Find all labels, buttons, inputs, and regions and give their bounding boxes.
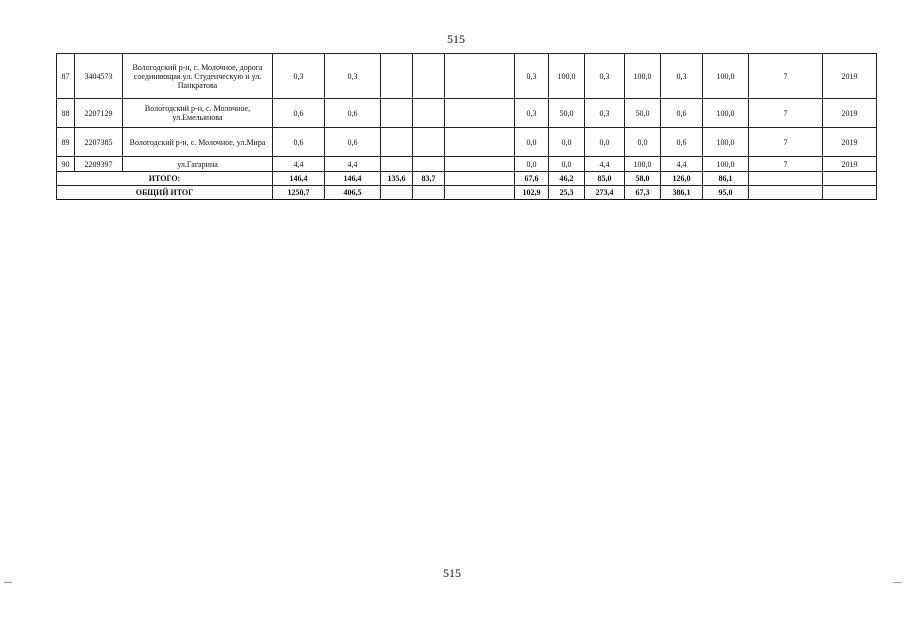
cell: 0,3 xyxy=(273,54,325,99)
cell: 4,4 xyxy=(585,157,625,172)
cell: 86,1 xyxy=(703,172,749,186)
cell xyxy=(413,99,445,128)
grand-total-row xyxy=(57,186,877,200)
crop-mark-right xyxy=(893,582,901,583)
table-row xyxy=(57,128,877,157)
cell xyxy=(823,172,877,186)
cell: 100,0 xyxy=(625,157,661,172)
cell: 0,0 xyxy=(625,128,661,157)
cell: 95,0 xyxy=(703,186,749,200)
cell: 4,4 xyxy=(273,157,325,172)
page-number-top: 515 xyxy=(447,32,465,46)
cell: 126,0 xyxy=(661,172,703,186)
road-address: Вологодский р-н, с. Молочное, дорога соединяющая ул. Студенческую и ул. Панкратова xyxy=(123,54,273,99)
cell: 2019 xyxy=(823,128,877,157)
cell xyxy=(749,186,823,200)
cell xyxy=(413,54,445,99)
cell: 0,6 xyxy=(661,99,703,128)
cell: 100,0 xyxy=(625,54,661,99)
page-number-bottom: 515 xyxy=(443,566,461,580)
cell xyxy=(445,128,515,157)
cell: 0,6 xyxy=(325,99,381,128)
cell: 146,4 xyxy=(273,172,325,186)
road-address: ул.Гагарина xyxy=(123,157,273,172)
table-row xyxy=(57,99,877,128)
subtotal-row xyxy=(57,172,877,186)
cell: 100,0 xyxy=(703,128,749,157)
cell: 7 xyxy=(749,157,823,172)
cell: 7 xyxy=(749,128,823,157)
cell: 7 xyxy=(749,99,823,128)
cell: 146,4 xyxy=(325,172,381,186)
cell: 0,3 xyxy=(661,54,703,99)
row-number: 90 xyxy=(57,157,75,172)
cell: 0,3 xyxy=(515,99,549,128)
row-number: 89 xyxy=(57,128,75,157)
cell: 100,0 xyxy=(703,99,749,128)
cell: 0,0 xyxy=(585,128,625,157)
cell: 2019 xyxy=(823,54,877,99)
cell: 0,3 xyxy=(585,54,625,99)
cell xyxy=(445,99,515,128)
cell xyxy=(381,99,413,128)
cell xyxy=(381,128,413,157)
cell xyxy=(413,186,445,200)
cell xyxy=(749,172,823,186)
row-number: 87 xyxy=(57,54,75,99)
cell: 58,0 xyxy=(625,172,661,186)
cell: 67,3 xyxy=(625,186,661,200)
cell: 386,1 xyxy=(661,186,703,200)
cell: 0,6 xyxy=(273,99,325,128)
cell: 0,0 xyxy=(549,128,585,157)
cell xyxy=(445,172,515,186)
cell: 0,0 xyxy=(549,157,585,172)
cell: 2019 xyxy=(823,99,877,128)
table-row xyxy=(57,54,877,99)
cell xyxy=(445,186,515,200)
cell: 85,0 xyxy=(585,172,625,186)
cell xyxy=(445,54,515,99)
cell: 2019 xyxy=(823,157,877,172)
cell: 50,0 xyxy=(625,99,661,128)
cell: 7 xyxy=(749,54,823,99)
cell: 102,9 xyxy=(515,186,549,200)
cell: 0,6 xyxy=(661,128,703,157)
cell xyxy=(413,128,445,157)
cell xyxy=(445,157,515,172)
cell: 50,0 xyxy=(549,99,585,128)
cell: 4,4 xyxy=(661,157,703,172)
table-row xyxy=(57,157,877,172)
road-code: 2207129 xyxy=(75,99,123,128)
road-code: 2209397 xyxy=(75,157,123,172)
cell: 83,7 xyxy=(413,172,445,186)
cell: 135,6 xyxy=(381,172,413,186)
cell: 0,6 xyxy=(273,128,325,157)
road-data-table xyxy=(56,53,877,200)
road-address: Вологодский р-н, с. Молочное, ул.Мира xyxy=(123,128,273,157)
road-address: Вологодский р-н, с. Молочное, ул.Емельянова xyxy=(123,99,273,128)
cell: 25,3 xyxy=(549,186,585,200)
grand-total-label: ОБЩИЙ ИТОГ xyxy=(57,186,273,200)
cell: 406,5 xyxy=(325,186,381,200)
cell: 46,2 xyxy=(549,172,585,186)
cell xyxy=(381,186,413,200)
subtotal-label: ИТОГО: xyxy=(57,172,273,186)
cell: 0,3 xyxy=(325,54,381,99)
cell xyxy=(413,157,445,172)
cell: 0,0 xyxy=(515,157,549,172)
cell: 100,0 xyxy=(549,54,585,99)
row-number: 88 xyxy=(57,99,75,128)
road-code: 3404573 xyxy=(75,54,123,99)
cell: 100,0 xyxy=(703,157,749,172)
crop-mark-left xyxy=(4,582,12,583)
cell: 0,0 xyxy=(515,128,549,157)
cell: 273,4 xyxy=(585,186,625,200)
cell xyxy=(381,157,413,172)
cell: 0,6 xyxy=(325,128,381,157)
road-code: 2207385 xyxy=(75,128,123,157)
cell: 0,3 xyxy=(585,99,625,128)
cell: 67,6 xyxy=(515,172,549,186)
cell xyxy=(381,54,413,99)
cell: 100,0 xyxy=(703,54,749,99)
cell: 4,4 xyxy=(325,157,381,172)
cell: 0,3 xyxy=(515,54,549,99)
cell xyxy=(823,186,877,200)
cell: 1250,7 xyxy=(273,186,325,200)
